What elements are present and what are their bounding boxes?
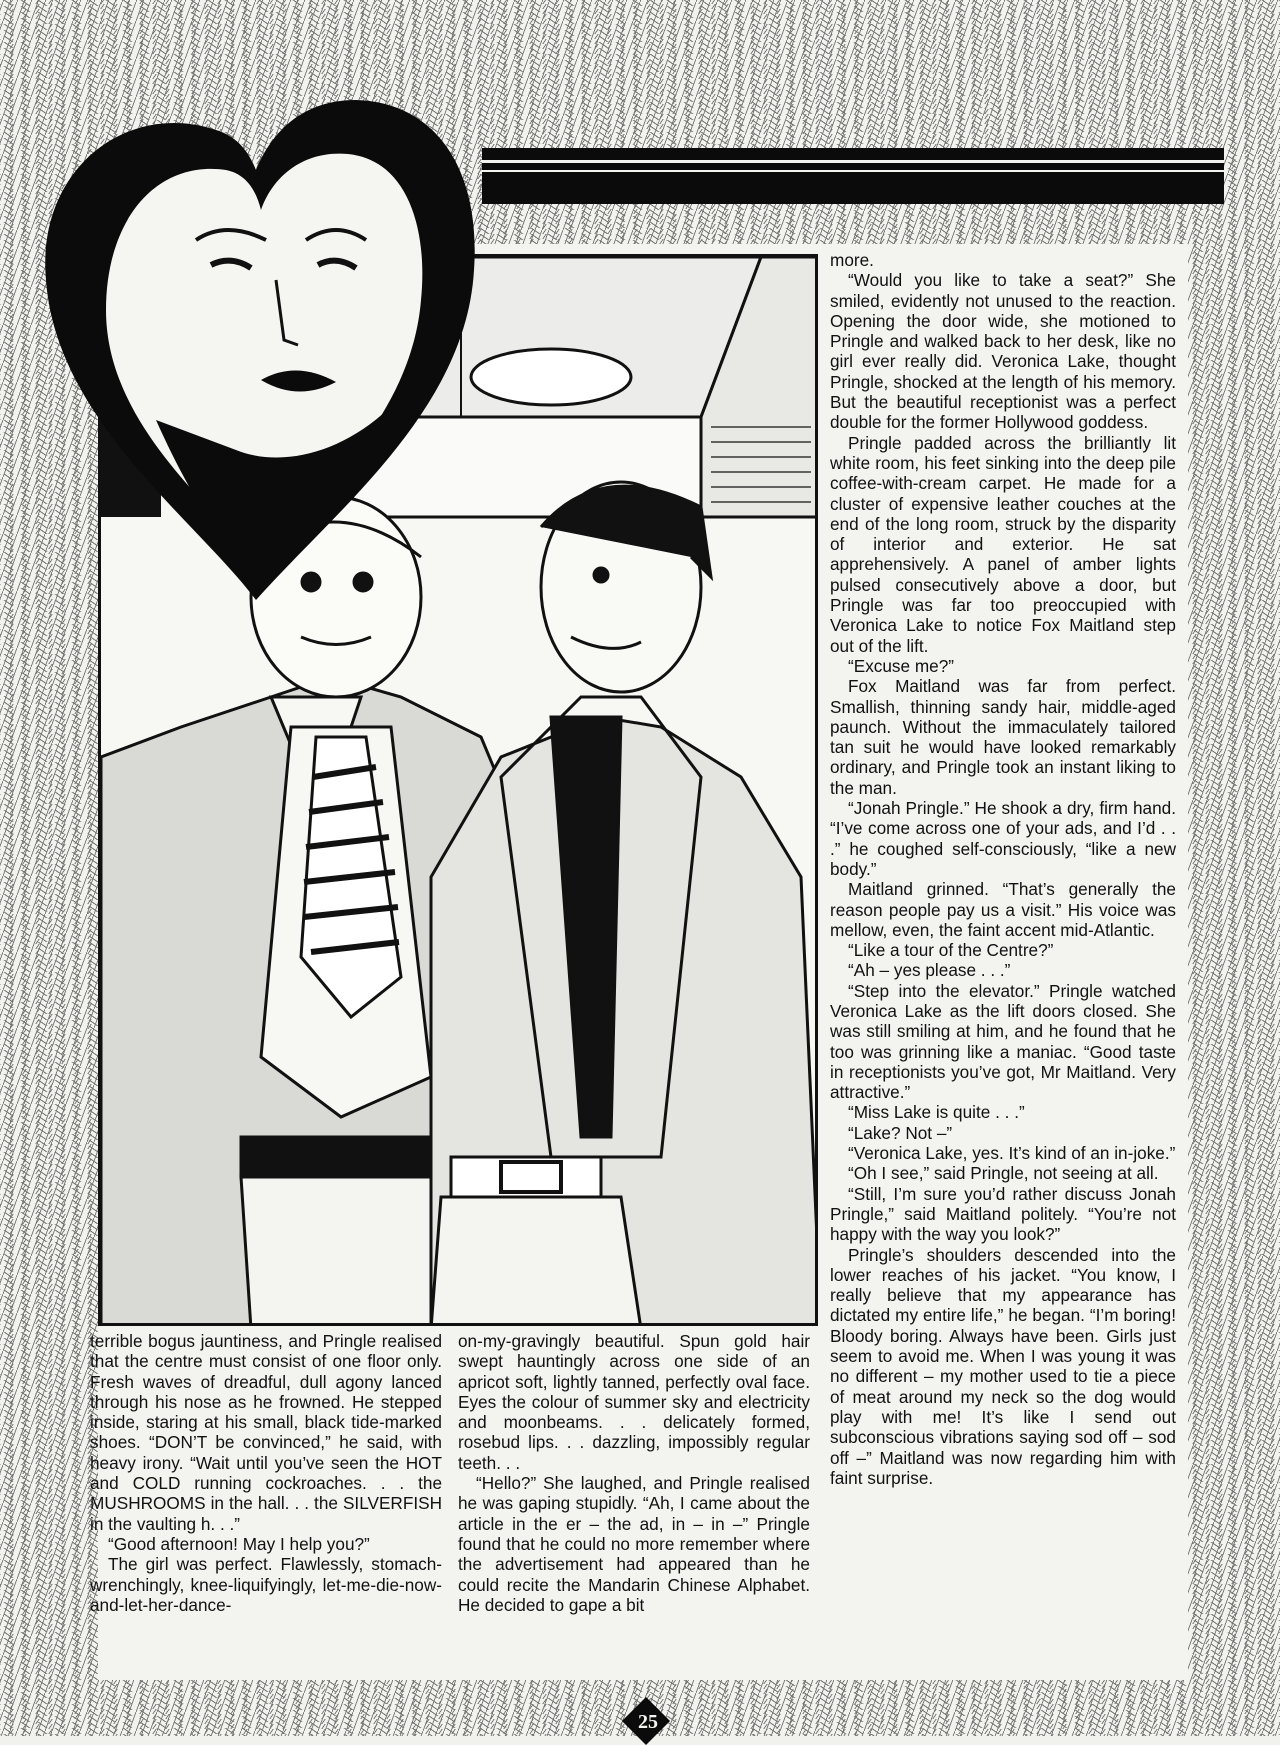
title-band — [482, 148, 1224, 204]
paragraph: “Hello?” She laughed, and Pringle realised he was gaping stupidly. “Ah, I came about the article in the er – the ad, in – in –” Pringle found that he could no more remember where the advertisement had appeared than he could recite the Mandarin Chinese Alphabet. He decided to gape a bit — [458, 1473, 810, 1615]
paragraph: “Still, I’m sure you’d rather discuss Jonah Pringle,” said Maitland politely. “You’re not happy with the way you look?” — [830, 1183, 1176, 1245]
paragraph: “Veronica Lake, yes. It’s kind of an in-joke.” — [848, 1143, 1176, 1164]
paragraph: “Step into the elevator.” Pringle watched Veronica Lake as the lift doors closed. She was still smiling at him, and he found that he too was grinning like a maniac. “Good taste in receptionists you’ve got, Mr Maitland. Very attractive.” — [830, 980, 1176, 1103]
ceiling-light-icon — [471, 349, 631, 405]
text-column-bottom-left — [90, 1331, 442, 1615]
page-number-label: 25 — [638, 1711, 658, 1733]
paragraph: “Excuse me?” — [848, 655, 955, 676]
paragraph: Fox Maitland was far from perfect. Smallish, thinning sandy hair, middle-aged paunch. Without the immaculately tailored tan suit he would have looked remarkably ordinary, and Pringle took an instant liking to the man. — [830, 676, 1176, 798]
paragraph: Maitland grinned. “That’s generally the reason people pay us a visit.” His voice was mellow, even, the faint accent mid-Atlantic. — [830, 879, 1176, 940]
paragraph: terrible bogus jauntiness, and Pringle realised that the centre must consist of one floor only. Fresh waves of dreadful, dull agony lanced through his nose as he frowned. He stepped inside, staring at his small, black tide-marked shoes. “DON’T be convinced,” he said, with heavy irony. “Wait until you’ve seen the HOT and COLD running cockroaches. . . the MUSHROOMS in the hall. . . the SILVERFISH in the vaulting h. . .” — [90, 1331, 442, 1534]
text-column-right — [830, 250, 1176, 1488]
paragraph: “Lake? Not –” — [848, 1122, 953, 1143]
paragraph: “Good afternoon! May I help you?” — [108, 1533, 370, 1554]
paragraph: Pringle’s shoulders descended into the lower reaches of his jacket. “You know, I really believe that my appearance has dictated my entire life,” he began. “I’m boring! Bloody boring. Always have been. Girls just seem to avoid me. When I was young it was no different – my mother used to tie a piece of meat around my neck so the dog would play with me! It’s like I send out subconscious vibrations saying sod off – sod off –” Maitland was now regarding him with faint surprise. — [830, 1244, 1176, 1488]
paragraph: on-my-gravingly beautiful. Spun gold hair swept hauntingly across one side of an apricot soft, lightly tanned, perfectly oval face. Eyes the colour of summer sky and electricity and moonbeams. . . delicately formed, rosebud lips. . . dazzling, impossibly regular teeth. . . — [458, 1331, 810, 1473]
paragraph: “Miss Lake is quite . . .” — [848, 1102, 1025, 1123]
paragraph: “Would you like to take a seat?” She smiled, evidently not unused to the reaction. Opening the door wide, she motioned to Pringle and walked back to her desk, like no girl ever really did. Veronica Lake, thought Pringle, shocked at the length of his memory. But the beautiful receptionist was a perfect double for the former Hollywood goddess. — [830, 270, 1176, 433]
paragraph: Pringle padded across the brilliantly lit white room, his feet sinking into the deep pile coffee-with-cream carpet. He made for a cluster of expensive leather couches at the end of the long room, struck by the disparity of interior and exterior. He sat apprehensively. A panel of amber lights pulsed consecutively above a door, but Pringle was far too preoccupied with Veronica Lake to notice Fox Maitland step out of the lift. — [830, 432, 1176, 656]
paragraph: “Like a tour of the Centre?” — [848, 940, 1054, 961]
page-number — [620, 1708, 676, 1736]
text-column-bottom-middle — [458, 1331, 810, 1615]
paragraph: more. — [830, 250, 874, 270]
paragraph: “Jonah Pringle.” He shook a dry, firm hand. “I’ve come across one of your ads, and I’d . . .” he coughed self-consciously, “like a new body.” — [830, 798, 1176, 879]
paragraph: “Ah – yes please . . .” — [848, 960, 1011, 981]
paragraph: “Oh I see,” said Pringle, not seeing at all. — [848, 1163, 1159, 1184]
heart-shaped-portrait-icon — [36, 90, 476, 610]
paragraph: The girl was perfect. Flawlessly, stomach-wrenchingly, knee-liquifyingly, let-me-die-now-and-let-her-dance- — [90, 1554, 442, 1615]
